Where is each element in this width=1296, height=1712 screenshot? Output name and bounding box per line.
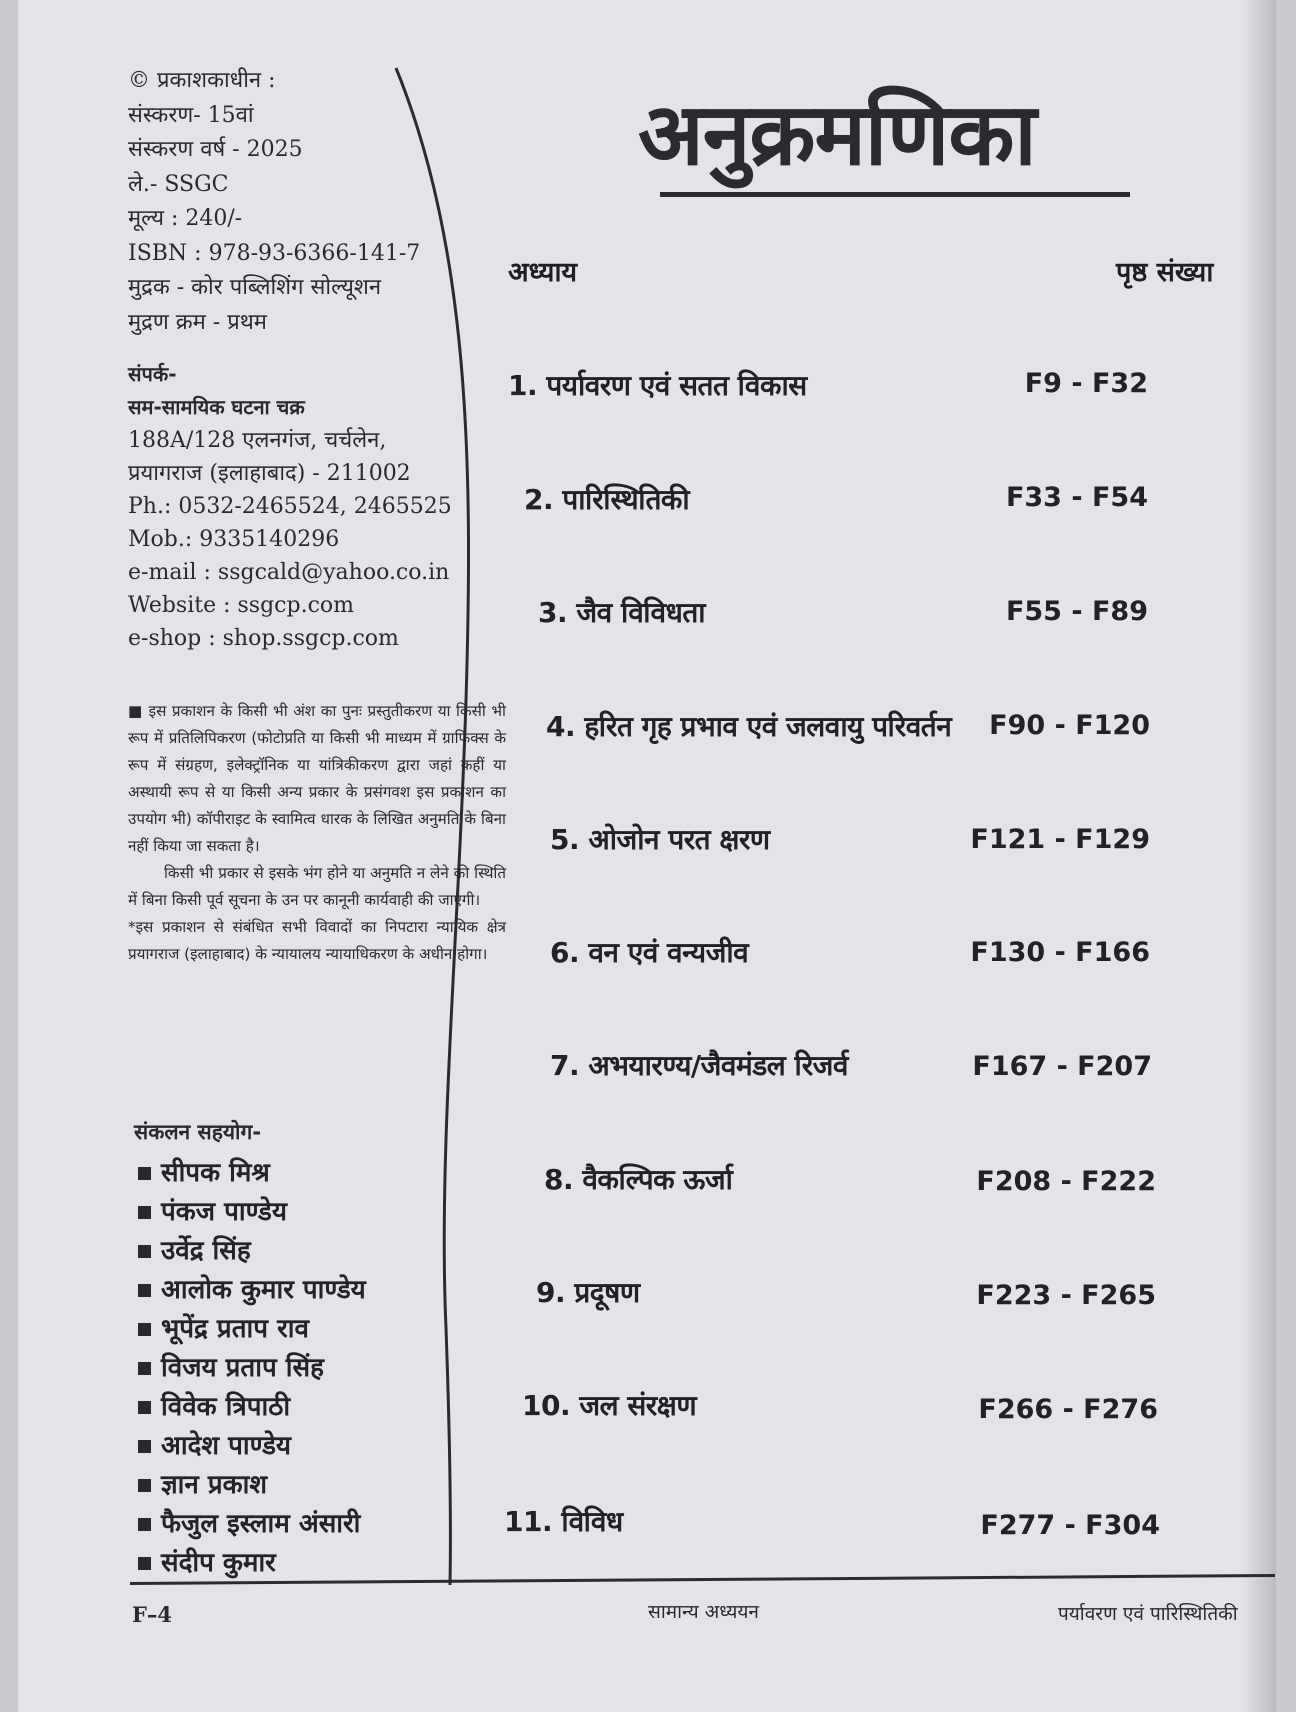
toc-entry: 3. जैव विविधता — [538, 596, 706, 629]
contact-block — [128, 358, 528, 655]
imprint-line: मूल्य : 240/- — [128, 206, 243, 231]
toc-entry: 9. प्रदूषण — [536, 1276, 640, 1309]
imprint-line: ले.- SSGC — [128, 171, 229, 197]
website: Website : ssgcp.com — [128, 593, 354, 618]
toc-entry: 11. विविध — [504, 1505, 623, 1538]
imprint-block — [128, 64, 508, 340]
toc-entry: 7. अभयारण्य/जैवमंडल रिजर्व — [550, 1049, 849, 1082]
square-bullet-icon — [138, 1518, 151, 1531]
toc-page-range: F266 - F276 — [978, 1394, 1158, 1425]
toc-page-range: F90 - F120 — [989, 710, 1150, 741]
toc-page-range: F9 - F32 — [1024, 368, 1148, 399]
contributors-heading: संकलन सहयोग- — [134, 1120, 262, 1144]
square-bullet-icon: ■ — [128, 702, 149, 720]
toc-page-range: F223 - F265 — [976, 1280, 1156, 1311]
imprint-line: मुद्रक - कोर पब्लिशिंग सोल्यूशन — [128, 275, 382, 300]
imprint-line: © प्रकाशकाधीन : — [128, 68, 276, 93]
toc-page-range: F55 - F89 — [1005, 596, 1148, 627]
toc-entry: 8. वैकल्पिक ऊर्जा — [544, 1163, 733, 1196]
notice-paragraph: किसी भी प्रकार से इसके भंग होने या अनुमति न लेने की स्थिति में बिना किसी पूर्व सूचना के उन पर कानूनी कार्यवाही की जाएगी। — [128, 864, 506, 909]
square-bullet-icon — [138, 1479, 151, 1492]
contributor-item: फैजुल इस्लाम अंसारी — [138, 1505, 366, 1544]
page-number: F–4 — [132, 1602, 173, 1627]
square-bullet-icon — [138, 1323, 151, 1336]
contributor-item: भूपेंद्र प्रताप राव — [138, 1310, 366, 1349]
contributor-item: ज्ञान प्रकाश — [138, 1466, 366, 1505]
toc-page-range: F208 - F222 — [976, 1166, 1156, 1197]
contributor-item: विजय प्रताप सिंह — [138, 1349, 366, 1388]
square-bullet-icon — [138, 1557, 151, 1570]
column-header-chapter: अध्याय — [508, 257, 578, 288]
address-line: 188A/128 एलनगंज, चर्चलेन, — [128, 428, 387, 453]
contact-heading: संपर्क- — [128, 362, 177, 386]
notice-paragraph: ■ इस प्रकाशन के किसी भी अंश का पुनः प्रस्तुतीकरण या किसी भी रूप में प्रतिलिपिकरण (फोटोप्रति या किसी भी माध्यम में ग्राफिक्स के रूप में संग्रहण, इलेक्ट्रॉनिक या यांत्रिकीकरण द्वारा जहां कहीं या अस्थायी रूप से या किसी अन्य प्रकार के प्रसंगवश इस प्रकाशन का उपयोग भी) कॉपीराइट के स्वामित्व धारक के लिखित अनुमति के बिना नहीं किया जा सकता है। — [128, 702, 506, 855]
square-bullet-icon — [138, 1401, 151, 1414]
copyright-notice — [128, 698, 506, 968]
publisher-name: सम-सामयिक घटना चक्र — [128, 395, 305, 419]
contributor-item: पंकज पाण्डेय — [138, 1193, 366, 1232]
toc-entry: 5. ओजोन परत क्षरण — [550, 823, 770, 856]
contributors-list — [138, 1154, 366, 1583]
toc-entry: 4. हरित गृह प्रभाव एवं जलवायु परिवर्तन — [546, 710, 952, 743]
footer-right-text: पर्यावरण एवं पारिस्थितिकी — [1058, 1603, 1238, 1625]
square-bullet-icon — [138, 1206, 151, 1219]
imprint-line: संस्करण- 15वां — [128, 102, 254, 128]
contributor-item: संदीप कुमार — [138, 1544, 366, 1583]
phone: Ph.: 0532-2465524, 2465525 — [128, 494, 452, 519]
toc-page-range: F130 - F166 — [970, 937, 1150, 968]
square-bullet-icon — [138, 1284, 151, 1297]
toc-entry: 10. जल संरक्षण — [522, 1389, 697, 1422]
contributor-item: विवेक त्रिपाठी — [138, 1388, 366, 1427]
toc-title: अनुक्रमणिका — [638, 85, 1036, 185]
toc-page-range: F33 - F54 — [1005, 482, 1148, 513]
toc-page-range: F167 - F207 — [972, 1051, 1152, 1082]
title-underline — [660, 192, 1130, 197]
address-line: प्रयागराज (इलाहाबाद) - 211002 — [128, 461, 411, 486]
contributor-item: आलोक कुमार पाण्डेय — [138, 1271, 366, 1310]
email: e-mail : ssgcald@yahoo.co.in — [128, 560, 450, 585]
contributor-item: सीपक मिश्र — [138, 1154, 366, 1193]
footer-center-text: सामान्य अध्ययन — [648, 1601, 759, 1623]
toc-entry: 2. पारिस्थितिकी — [524, 483, 690, 516]
eshop: e-shop : shop.ssgcp.com — [128, 626, 399, 651]
square-bullet-icon — [138, 1245, 151, 1258]
contributor-item: उर्वेद्र सिंह — [138, 1232, 366, 1271]
square-bullet-icon — [138, 1167, 151, 1180]
notice-paragraph: *इस प्रकाशन से संबंधित सभी विवादों का निपटारा न्यायिक क्षेत्र प्रयागराज (इलाहाबाद) के न्यायालय न्यायाधिकरण के अधीन होगा। — [128, 918, 506, 963]
column-header-pages: पृष्ठ संख्या — [1116, 257, 1214, 288]
toc-page-range: F277 - F304 — [980, 1510, 1160, 1541]
toc-page-range: F121 - F129 — [970, 824, 1150, 855]
mobile: Mob.: 9335140296 — [128, 527, 340, 552]
toc-entry: 6. वन एवं वन्यजीव — [550, 936, 749, 969]
imprint-line: मुद्रण क्रम - प्रथम — [128, 309, 267, 335]
isbn: ISBN : 978-93-6366-141-7 — [128, 240, 421, 266]
imprint-line: संस्करण वर्ष - 2025 — [128, 137, 303, 162]
contributor-item: आदेश पाण्डेय — [138, 1427, 366, 1466]
square-bullet-icon — [138, 1440, 151, 1453]
book-page — [18, 0, 1276, 1712]
toc-entry: 1. पर्यावरण एवं सतत विकास — [508, 369, 807, 402]
square-bullet-icon — [138, 1362, 151, 1375]
